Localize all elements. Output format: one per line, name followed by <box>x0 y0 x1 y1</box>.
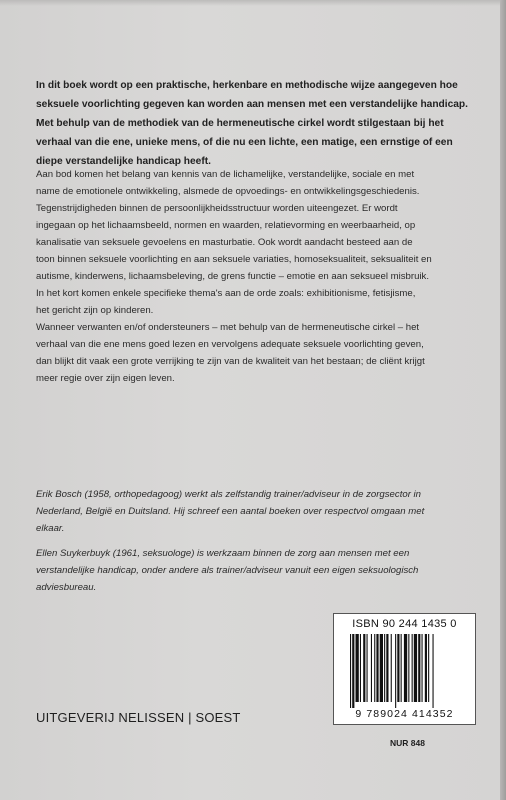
body-line: meer regie over zijn eigen leven. <box>36 373 175 384</box>
body-line: verhaal van die ene mens goed lezen en vervolgens adequate seksuele voorlichting geven, <box>36 339 424 350</box>
author-bio-line: adviesbureau. <box>36 582 97 593</box>
body-line: toon binnen seksuele voorlichting en aan seksuele variaties, homoseksualiteit, seksualiteit en <box>36 254 432 265</box>
barcode-icon <box>348 634 461 708</box>
isbn-label: ISBN 90 244 1435 0 <box>352 618 457 630</box>
body-line: ingegaan op het lichaamsbeeld, normen en waarden, relatievorming en weerbaarheid, op <box>36 220 416 231</box>
intro-line: verhaal van die ene, unieke mens, of die nu een lichte, een matige, een ernstige of een <box>36 137 453 148</box>
publisher-name: UITGEVERIJ NELISSEN | SOEST <box>36 710 241 725</box>
body-line: Aan bod komen het belang van kennis van de lichamelijke, verstandelijke, sociale en met <box>36 169 415 180</box>
ean-digits: 9 789024 414352 <box>355 708 454 720</box>
top-shadow <box>0 0 500 6</box>
author-bio-line: Nederland, België en Duitsland. Hij schreef een aantal boeken over respectvol omgaan met <box>36 506 425 517</box>
body-line: Wanneer verwanten en/of ondersteuners – met behulp van de hermeneutische cirkel – het <box>36 322 420 333</box>
intro-line: In dit boek wordt op een praktische, herkenbare en methodische wijze aangegeven hoe <box>36 80 458 91</box>
author-bio-line: Ellen Suykerbuyk (1961, seksuologe) is werkzaam binnen de zorg aan mensen met een <box>36 548 410 559</box>
author-bio-suykerbuyk <box>36 545 468 596</box>
intro-line: diepe verstandelijke handicap heeft. <box>36 156 211 167</box>
body-paragraph <box>36 166 468 387</box>
author-bio-line: verstandelijke handicap, onder andere als trainer/adviseur vanuit een eigen seksuologisch <box>36 565 419 576</box>
author-bio-line: Erik Bosch (1958, orthopedagoog) werkt als zelfstandig trainer/adviseur in de zorgsector in <box>36 489 422 500</box>
body-line: Tegenstrijdigheden binnen de persoonlijkheidsstructuur worden uiteengezet. Er wordt <box>36 203 398 214</box>
body-line: dan blijkt dit vaak een grote verrijking te zijn van de kwaliteit van het bestaan; de cliënt krijgt <box>36 356 425 367</box>
author-bio-line: elkaar. <box>36 523 65 534</box>
intro-line: Met behulp van de methodiek van de hermeneutische cirkel wordt stilgestaan bij het <box>36 118 444 129</box>
nur-code: NUR 848 <box>390 738 425 748</box>
intro-line: seksuele voorlichting gegeven kan worden aan mensen met een verstandelijke handicap. <box>36 99 468 110</box>
intro-paragraph <box>36 76 468 171</box>
body-line: In het kort komen enkele specifieke thema's aan de orde zoals: exhibitionisme, fetisjisme, <box>36 288 416 299</box>
body-line: autisme, kinderwens, lichaamsbeleving, de grens functie – emotie en aan seksueel misbruik. <box>36 271 430 282</box>
body-line: het gericht zijn op kinderen. <box>36 305 154 316</box>
barcode-box <box>333 613 476 725</box>
book-edge <box>500 0 506 800</box>
author-bio-bosch <box>36 486 468 537</box>
body-line: name de emotionele ontwikkeling, alsmede de opvoedings- en ontwikkelingsgeschiedenis. <box>36 186 420 197</box>
body-line: kanalisatie van seksuele gevoelens en masturbatie. Ook wordt aandacht besteed aan de <box>36 237 413 248</box>
